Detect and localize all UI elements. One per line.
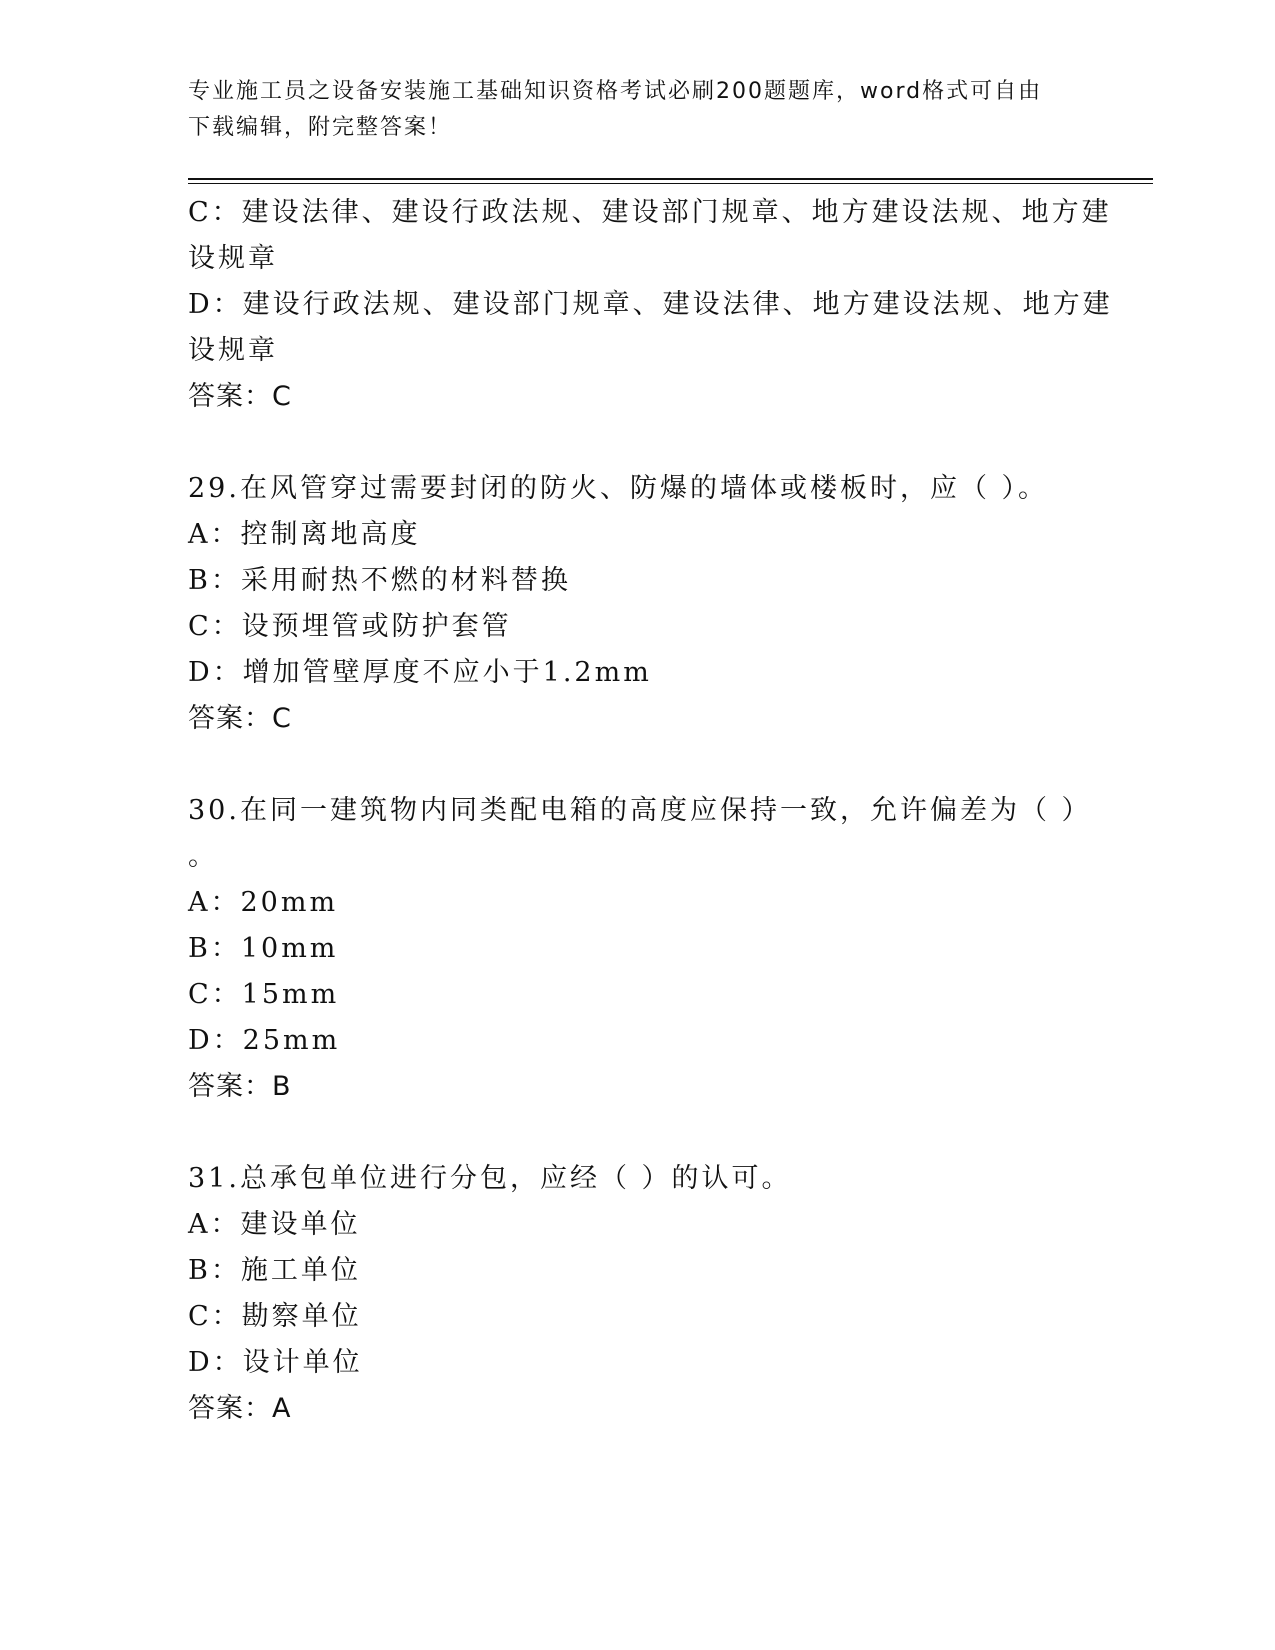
option-c: C：勘察单位 (188, 1301, 362, 1332)
option-c: C：设预埋管或防护套管 (188, 611, 512, 642)
option-c-line-2: 设规章 (188, 243, 278, 274)
header-line-1: 专业施工员之设备安装施工基础知识资格考试必刷200题题库，word格式可自由 (188, 79, 1043, 104)
question-stem: 31.总承包单位进行分包，应经（ ）的认可。 (188, 1163, 792, 1194)
option-a: A：建设单位 (188, 1209, 361, 1240)
answer-line: 答案：C (188, 703, 292, 734)
option-b: B：施工单位 (188, 1255, 361, 1286)
option-a: A：20mm (188, 887, 339, 918)
option-c: C：15mm (188, 979, 340, 1010)
header-divider-thin (188, 183, 1153, 184)
option-d: D：增加管壁厚度不应小于1.2mm (188, 657, 652, 688)
question-stem: 30.在同一建筑物内同类配电箱的高度应保持一致，允许偏差为（ ） (188, 795, 1092, 826)
spacer (188, 742, 1088, 788)
header-line-2: 下载编辑，附完整答案！ (188, 115, 453, 140)
option-d: D：25mm (188, 1025, 341, 1056)
question-stem-continuation: 。 (188, 841, 218, 872)
option-d-line-1: D：建设行政法规、建设部门规章、建设法律、地方建设法规、地方建 (188, 289, 1113, 320)
option-a: A：控制离地高度 (188, 519, 421, 550)
answer-line: 答案：C (188, 381, 292, 412)
header-divider-thick (188, 178, 1153, 180)
answer-line: 答案：B (188, 1071, 292, 1102)
option-b: B：采用耐热不燃的材料替换 (188, 565, 571, 596)
option-d-line-2: 设规章 (188, 335, 278, 366)
document-header (188, 74, 1088, 146)
question-content (188, 190, 1113, 1432)
option-b: B：10mm (188, 933, 339, 964)
option-c-line-1: C：建设法律、建设行政法规、建设部门规章、地方建设法规、地方建 (188, 197, 1112, 228)
spacer (188, 1110, 1088, 1156)
spacer (188, 420, 1088, 466)
option-d: D：设计单位 (188, 1347, 363, 1378)
question-stem: 29.在风管穿过需要封闭的防火、防爆的墙体或楼板时，应（ ）。 (188, 473, 1049, 504)
answer-line: 答案：A (188, 1393, 292, 1424)
